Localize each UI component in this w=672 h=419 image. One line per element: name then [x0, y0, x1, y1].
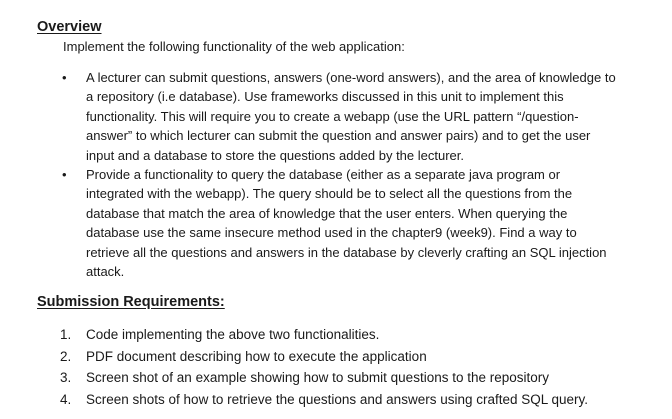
bullet-line: input and a database to store the questions added by the lecturer. — [86, 147, 464, 163]
bullet-marker: • — [62, 70, 67, 85]
requirement-item — [60, 324, 660, 346]
bullet-line: retrieve all the questions and answers in the database by cleverly crafting an SQL injection — [86, 244, 607, 260]
bullet-item-submit-questions — [60, 68, 650, 165]
bullet-line: a repository (i.e database). Use frameworks discussed in this unit to implement this — [86, 89, 564, 105]
requirement-item — [60, 389, 660, 411]
bullet-line: Provide a functionality to query the database (either as a separate java program or — [86, 167, 561, 183]
bullet-line: A lecturer can submit questions, answers (one-word answers), and the area of knowledge to — [86, 70, 616, 85]
requirement-item — [60, 367, 660, 389]
overview-intro: Implement the following functionality of the web application: — [63, 39, 405, 54]
bullet-marker: • — [62, 167, 67, 183]
requirement-text: Code implementing the above two functionalities. — [86, 327, 380, 342]
bullet-line: functionality. This will require you to create a webapp (use the URL pattern “/question- — [86, 108, 579, 124]
bullet-line: database that match the area of knowledge that the user enters. When querying the — [86, 205, 568, 221]
submission-heading: Submission Requirements: — [37, 294, 225, 310]
requirement-number: 1. — [60, 327, 72, 342]
bullet-line: integrated with the webapp). The query should be to select all the questions from the — [86, 186, 573, 202]
requirement-number: 2. — [60, 348, 72, 364]
requirement-item — [60, 346, 660, 368]
requirement-text: Screen shots of how to retrieve the questions and answers using crafted SQL query. — [86, 391, 589, 407]
bullet-line: answer” to which lecturer can submit the question and answer pairs) and to get the user — [86, 128, 591, 144]
requirement-number: 3. — [60, 370, 72, 386]
bullet-item-query-database — [60, 165, 650, 281]
requirement-text: Screen shot of an example showing how to submit questions to the repository — [86, 370, 550, 386]
functionality-bullet-list — [60, 68, 650, 281]
bullet-line: database use the same insecure method used in the chapter9 (week9). Find a way to — [86, 225, 577, 241]
overview-heading: Overview — [37, 19, 102, 35]
bullet-line: attack. — [86, 264, 125, 280]
requirement-number: 4. — [60, 391, 72, 407]
submission-requirements-list — [60, 324, 660, 410]
requirement-text: PDF document describing how to execute the application — [86, 348, 427, 364]
